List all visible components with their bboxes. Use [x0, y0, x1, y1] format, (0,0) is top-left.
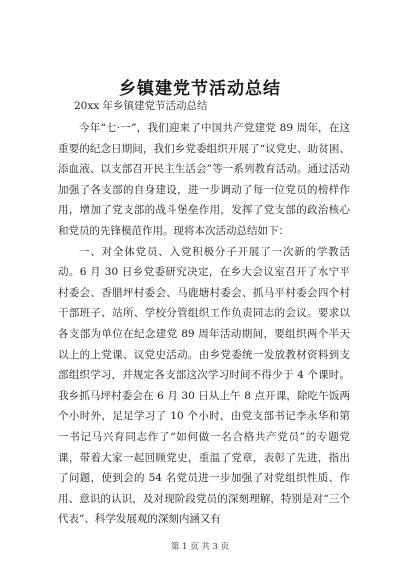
document-title: 乡镇建党节活动总结: [119, 79, 281, 99]
paragraph-intro: 今年“七·一”，我们迎来了中国共产党建党 89 周年，在这重要的纪念日期间，我们乡党委组织开展了“议党史、助贫困、添血液、以支部召开民主生活会”等一系列教育活动。通过活动加强了各支部的自身建设，进一步调动了每一位党员的榜样作用，增加了党支部的战斗堡垒作用，发挥了党支部的政治核心和党员的先锋模范作用。现将本次活动总结如下：: [58, 122, 350, 237]
document-subtitle: 20xx 年乡镇建党节活动总结: [74, 100, 208, 112]
document-body: [58, 118, 350, 530]
page-number-footer: 第 1 页 共 3 页: [170, 542, 230, 552]
paragraph-section-one: 一、对全体党员、入党积极分子开展了一次新的学教活动。6 月 30 日乡党委研究决定，在乡大会议室召开了水宁平村委会、香腊坪村委会、马鹿塘村委会、抓马平村委会四个村干部班子、站所、学校分管组织工作负责同志的会议。要求以各支部为单位在纪念建党 89 周年活动期间，要组织两个半天以上的上党课、议党史活动。由乡党委统一发放教材资料到支部组织学习，并规定各支部这次学习时间不得少于 4 个课时。我乡抓马坪村委会在 6 月 30 日从上午 8 点开课，除吃午饭两个小时外，足足学习了 10 个小时，由党支部书记李永华和第一书记马兴育同志作了“如何做一名合格共产党员”的专题党课，带着大家一起回顾党史，重温了党章，表彰了先进，指出了问题，使到会的 54 名党员进一步加强了对党组织性质、作用、意识的认识，及对现阶段党员的深刻理解，特别是对“三个代表”、科学发展观的深刻内涵又有: [58, 245, 350, 526]
